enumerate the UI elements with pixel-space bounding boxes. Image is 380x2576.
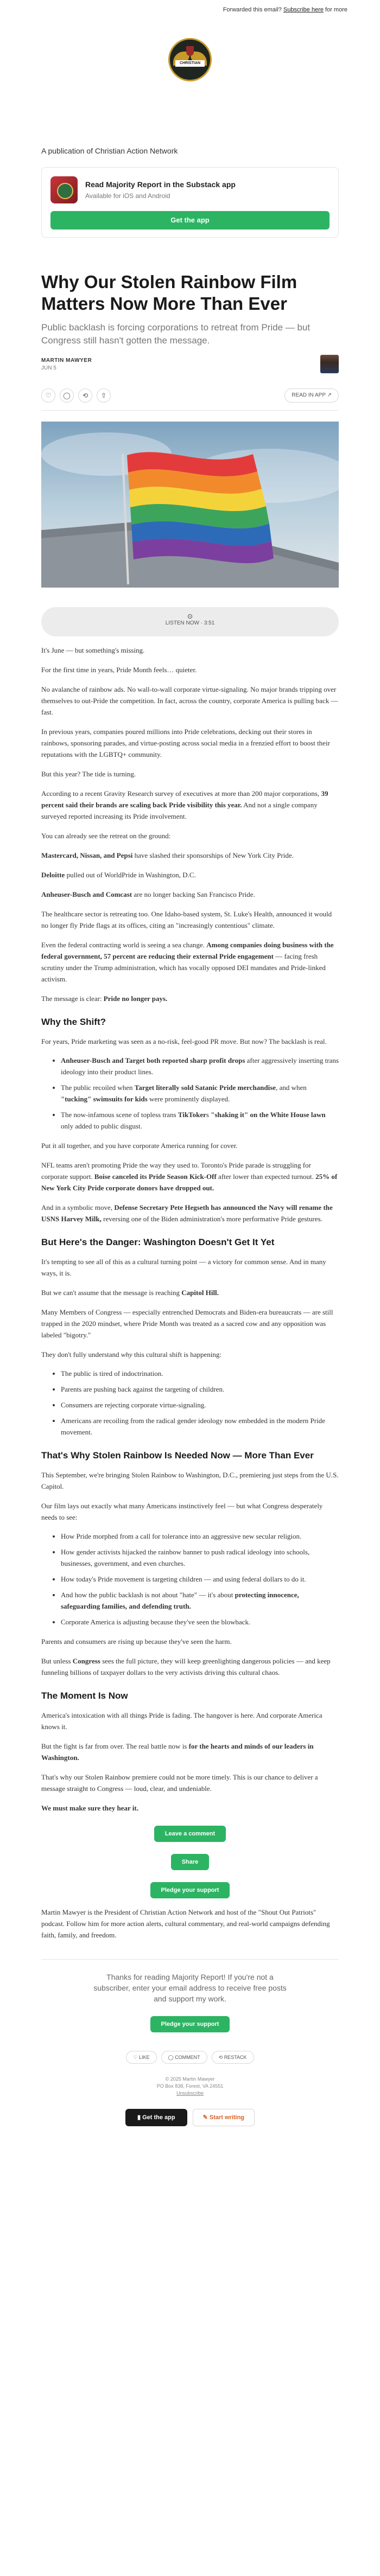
email-container (41, 146, 339, 2148)
paragraph: NFL teams aren't promoting Pride the way they used to. Toronto's Pride parade is struggling for corporate support. Boise canceled its Pride Season Kick-Off after lower than expected turnout. 25% of New York City Pride corporate donors have dropped out. (41, 1161, 338, 1192)
list-item: • Corporate America is adjusting because they've seen the blowback. (61, 1616, 339, 1628)
comment-icon[interactable]: ◯ (60, 388, 74, 403)
paragraph: Even the federal contracting world is seeing a sea change. Among companies doing business with the federal government, 57 percent are reducing their external Pride engagement — facing fresh scrutiny under the Trump administration, which has vocally opposed DEI mandates and Pride-linked activism. (41, 941, 334, 983)
listen-label: LISTEN NOW · 3:51 (165, 620, 215, 626)
list-item: • The public recoiled when Target literally sold Satanic Pride merchandise, and when "tucking" swimsuits for kids were prominently displayed. (61, 1082, 339, 1105)
pledge-support-button[interactable]: Pledge your support (150, 1882, 230, 1898)
author-avatar[interactable] (320, 355, 339, 373)
paragraph: This September, we're bringing Stolen Rainbow to Washington, D.C., premiering just steps from the U.S. Capitol. (41, 1471, 339, 1490)
listen-now-player[interactable] (41, 607, 339, 636)
paragraph: According to a recent Gravity Research survey of executives at more than 200 major corporations, 39 percent said their brands are scaling back Pride visibility this year. And not a single company surveyed reported increasing its Pride involvement. (41, 789, 328, 820)
section-heading-moment: The Moment Is Now (41, 1691, 128, 1701)
app-promo-subtitle: Available for iOS and Android (85, 192, 170, 200)
pride-flag-illustration (41, 422, 339, 588)
share-icon[interactable]: ⇧ (97, 388, 111, 403)
paragraph: You can already see the retreat on the ground: (41, 832, 171, 840)
get-the-app-footer-button[interactable]: ▮ Get the app (125, 2109, 187, 2126)
paragraph: They don't fully understand why this cultural shift is happening: (41, 1350, 222, 1359)
list-item: • The public is tired of indoctrination. (61, 1368, 339, 1379)
list-item: • Parents are pushing back against the targeting of children. (61, 1383, 339, 1395)
paragraph: We must make sure they hear it. (41, 1804, 138, 1812)
list-item: • The now-infamous scene of topless trans TikTokers "shaking it" on the White House lawn only added to public disgust. (61, 1109, 339, 1132)
list-item: • Americans are recoiling from the radical gender ideology now embedded in the modern Pride movement. (61, 1415, 339, 1438)
section-heading-danger: But Here's the Danger: Washington Doesn't Get It Yet (41, 1237, 275, 1247)
article-subtitle: Public backlash is forcing corporations to retreat from Pride — but Congress still hasn't gotten the message. (41, 322, 311, 346)
article-body (41, 645, 339, 1941)
app-promo-title: Read Majority Report in the Substack app (85, 180, 236, 189)
heart-icon: ♡ (133, 2055, 140, 2060)
start-writing-button[interactable]: ✎ Start writing (193, 2109, 255, 2126)
paragraph: But unless Congress sees the full picture, they will keep greenlighting dangerous policies — and keep funneling billions of taxpayer dollars to the very activists driving this cultural chaos. (41, 1657, 331, 1676)
paragraph: Deloitte pulled out of WorldPride in Washington, D.C. (41, 871, 196, 879)
pen-icon: ✎ (202, 2114, 210, 2121)
paragraph: Many Members of Congress — especially entrenched Democrats and Biden-era bureaucrats — are still trapped in the 2020 mindset, where Pride Month was treated as a sacred cow and any opposition was labeled "bigotry." (41, 1308, 333, 1339)
comment-button[interactable]: ◯ COMMENT (161, 2051, 207, 2064)
byline (41, 355, 339, 373)
email-footer (41, 1959, 339, 2148)
paragraph: Mastercard, Nissan, and Pepsi have slashed their sponsorships of New York City Pride. (41, 851, 294, 859)
app-promo-card (41, 167, 339, 238)
publication-logo-wrap (0, 38, 380, 87)
list-item: • Anheuser-Busch and Target both reported sharp profit drops after aggressively inserting trans ideology into their product lines. (61, 1055, 339, 1077)
paragraph: But we can't assume that the message is reaching Capitol Hill. (41, 1289, 219, 1297)
logo-shield (186, 46, 194, 56)
pledge-support-footer-button[interactable]: Pledge your support (150, 2016, 230, 2032)
forward-text: Forwarded this email? (223, 7, 283, 13)
article-title[interactable]: Why Our Stolen Rainbow Film Matters Now More Than Ever (41, 272, 297, 314)
film-points-list (41, 1531, 339, 1628)
restack-icon[interactable]: ⟲ (78, 388, 92, 403)
paragraph: But the fight is far from over. The real battle now is for the hearts and minds of our leaders in Washington. (41, 1742, 314, 1762)
publication-logo[interactable] (168, 38, 212, 81)
copyright-text: © 2025 Martin Mawyer (165, 2076, 215, 2082)
paragraph: But this year? The tide is turning. (41, 770, 136, 778)
app-icon (50, 176, 78, 203)
unsubscribe-link[interactable]: Unsubscribe (176, 2090, 204, 2096)
paragraph: In previous years, companies poured millions into Pride celebrations, decking out their stores in rainbows, sponsoring parades, and virtue-posting across social media in a frenzied effort to boost their reputations with the LGBTQ+ community. (41, 728, 330, 758)
subscribe-prompt: Thanks for reading Majority Report! If you're not a subscriber, enter your email address to receive free posts and support my work. (93, 1973, 287, 2003)
comment-icon: ◯ (168, 2055, 175, 2060)
restack-button[interactable]: ⟲ RESTACK (212, 2051, 254, 2064)
copyright-block (41, 2076, 339, 2097)
share-button[interactable]: Share (171, 1854, 210, 1870)
paragraph: It's June — but something's missing. (41, 646, 145, 654)
paragraph: For years, Pride marketing was seen as a no-risk, feel-good PR move. But now? The backlash is real. (41, 1037, 327, 1045)
paragraph: It's tempting to see all of this as a cultural turning point — a victory for common sense. And in many ways, it is. (41, 1258, 326, 1277)
forward-suffix: for more (323, 7, 347, 13)
read-in-app-button[interactable]: READ IN APP ↗ (284, 388, 339, 403)
play-icon[interactable]: ⊙ (187, 613, 193, 620)
list-item: • How gender activists hijacked the rainbow banner to push radical ideology into schools, businesses, government, and even churches. (61, 1546, 339, 1569)
reasons-list (41, 1368, 339, 1438)
restack-icon: ⟲ (218, 2055, 224, 2060)
substack-icon: ▮ (137, 2114, 143, 2121)
list-item: • Consumers are rejecting corporate virtue-signaling. (61, 1399, 339, 1411)
forward-notice (0, 0, 380, 18)
paragraph: No avalanche of rainbow ads. No wall-to-wall corporate virtue-signaling. No major brands tripping over themselves to out-Pride the competition. In fact, across the country, corporate America is pulling back — fast. (41, 685, 338, 716)
get-the-app-button[interactable]: Get the app (50, 211, 330, 229)
leave-comment-button[interactable]: Leave a comment (154, 1826, 226, 1842)
paragraph: Parents and consumers are rising up because they've seen the harm. (41, 1637, 232, 1646)
logo-band-text: CHRISTIAN ACTION (175, 60, 205, 67)
paragraph: Anheuser-Busch and Comcast are no longer backing San Francisco Pride. (41, 890, 255, 898)
list-item: • How Pride morphed from a call for tolerance into an aggressive new secular religion. (61, 1531, 339, 1542)
list-item: • How today's Pride movement is targeting children — and using federal dollars to do it. (61, 1573, 339, 1585)
like-button[interactable]: ♡ LIKE (126, 2051, 156, 2064)
mailing-address: PO Box 838, Forest, VA 24551 (156, 2083, 224, 2089)
post-date: JUN 5 (41, 365, 56, 371)
section-heading-shift: Why the Shift? (41, 1017, 106, 1027)
list-item: • And how the public backlash is not about "hate" — it's about protecting innocence, safeguarding families, and defending truth. (61, 1589, 339, 1612)
paragraph: That's why our Stolen Rainbow premiere could not be more timely. This is our chance to deliver a message straight to Congress — loud, clear, and undeniable. (41, 1773, 318, 1793)
section-heading-why-now: That's Why Stolen Rainbow Is Needed Now — More Than Ever (41, 1450, 314, 1461)
heart-icon[interactable]: ♡ (41, 388, 55, 403)
paragraph: The healthcare sector is retreating too. One Idaho-based system, St. Luke's Health, announced it would no longer fly Pride flags at its offices, citing an "increasingly contentious" climate. (41, 910, 332, 929)
paragraph: America's intoxication with all things Pride is fading. The hangover is here. And corporate America knows it. (41, 1711, 322, 1731)
publication-line: A publication of Christian Action Network (41, 146, 178, 155)
paragraph: Put it all together, and you have corporate America running for cover. (41, 1142, 238, 1150)
author-bio: Martin Mawyer is the President of Christian Action Network and host of the "Shout Out Patriots" podcast. Follow him for more action alerts, cultural commentary, and real-world campaigns defending faith, family, and freedom. (41, 1908, 330, 1939)
paragraph: The message is clear: Pride no longer pays. (41, 994, 168, 1003)
post-actions (41, 388, 339, 411)
paragraph: For the first time in years, Pride Month feels… quieter. (41, 666, 197, 674)
paragraph: Our film lays out exactly what many Americans instinctively feel — but what Congress desperately needs to see: (41, 1502, 323, 1521)
paragraph: And in a symbolic move, Defense Secretary Pete Hegseth has announced the Navy will rename the USNS Harvey Milk, reversing one of the Biden administration's more performative Pride gestures. (41, 1203, 333, 1223)
hero-image-pride-flag[interactable] (41, 422, 339, 588)
shift-list (41, 1055, 339, 1132)
subscribe-link[interactable]: Subscribe here (283, 7, 324, 13)
author-name[interactable]: MARTIN MAWYER (41, 357, 92, 364)
